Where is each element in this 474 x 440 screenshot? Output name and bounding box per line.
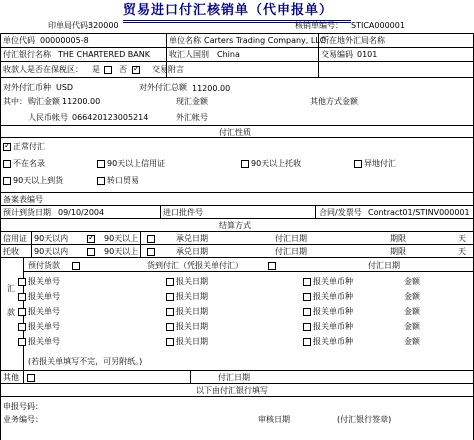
customs-no-label: 报关单号 xyxy=(28,307,60,316)
customs-date-label: 报关日期 xyxy=(176,337,208,346)
customs-currency-label: 报关单币种 xyxy=(313,292,353,301)
collection-term-label: 期限 xyxy=(390,247,406,256)
collection-accept-date-label: 承兑日期 xyxy=(176,247,208,256)
customs-no-checkbox[interactable] xyxy=(18,278,26,286)
verification-no-label: 核销单编号： xyxy=(295,21,343,30)
paying-bank-value: THE CHARTERED BANK xyxy=(58,50,150,59)
cod-pay-date-label: 付汇日期 xyxy=(368,261,400,270)
collection-label: 托收 xyxy=(3,247,19,256)
lc-accept-date-label: 承兑日期 xyxy=(176,234,208,243)
customs-no-label: 报关单号 xyxy=(28,322,60,331)
nature-collection-90-label: 90天以上托收 xyxy=(251,159,302,168)
customs-no-checkbox[interactable] xyxy=(18,323,26,331)
customs-currency-label: 报关单币种 xyxy=(313,322,353,331)
fx-account-label: 外汇帐号 xyxy=(176,113,208,122)
nature-lc-90-checkbox[interactable] xyxy=(97,160,105,168)
collection-over-90-label: 90天以上 xyxy=(104,247,139,256)
currency-label: 对外付汇币种 xyxy=(3,83,51,92)
customs-no-label: 报关单号 xyxy=(28,277,60,286)
spot-amount-label: 现汇金额 xyxy=(176,97,208,106)
contract-invoice-label: 合同/发票号 xyxy=(319,208,362,217)
lc-within-90-checkbox[interactable]: ✓ xyxy=(88,233,95,242)
reviewer-date-label: 审核日期 xyxy=(258,415,290,424)
customs-no-checkbox[interactable] xyxy=(18,293,26,301)
customs-amount-label: 金额 xyxy=(404,292,420,301)
customs-amount-label: 金额 xyxy=(404,277,420,286)
bonded-no-label: 否 xyxy=(119,65,127,74)
prepay-label: 预付货款 xyxy=(28,261,60,270)
customs-date-checkbox[interactable] xyxy=(166,293,174,301)
bonded-no-checkbox[interactable]: ✓ xyxy=(133,64,140,73)
collection-over-90-checkbox[interactable] xyxy=(147,248,155,256)
customs-no-label: 报关单号 xyxy=(28,337,60,346)
declaration-no-label: 申报号码： xyxy=(3,402,43,411)
purchase-amount-label: 购汇金额 xyxy=(28,97,60,106)
expected-arrival-value: 09/10/2004 xyxy=(58,208,105,217)
nature-entrepot-checkbox[interactable] xyxy=(97,177,105,185)
printed-bureau-label: 印单局代码： xyxy=(48,21,96,30)
unit-code-value: 00000005-8 xyxy=(40,36,89,45)
nature-arrival-90-label: 90天以上到货 xyxy=(13,176,64,185)
nature-offsite-checkbox[interactable] xyxy=(354,160,362,168)
filing-no-label: 备案表编号 xyxy=(3,195,43,204)
nature-not-listed-label: 不在名录 xyxy=(13,159,45,168)
customs-currency-label: 报关单币种 xyxy=(313,337,353,346)
lc-within-90-label: 90天以内 xyxy=(34,234,69,243)
business-no-label: 业务编号： xyxy=(3,415,43,424)
customs-no-label: 报关单号 xyxy=(28,292,60,301)
settlement-header: 结算方式 xyxy=(219,221,251,230)
currency-value: USD xyxy=(56,83,74,92)
customs-currency-checkbox[interactable] xyxy=(303,293,311,301)
receiver-country-value: China xyxy=(217,50,240,59)
paying-bank-label: 付汇银行名称 xyxy=(3,50,51,59)
customs-currency-checkbox[interactable] xyxy=(303,338,311,346)
customs-currency-checkbox[interactable] xyxy=(303,323,311,331)
other-amount-label: 其他方式金额 xyxy=(310,97,358,106)
rmb-account-label: 人民币帐号 xyxy=(28,113,68,122)
remit-char-1: 汇 xyxy=(7,284,15,293)
customs-currency-checkbox[interactable] xyxy=(303,308,311,316)
trade-code-value: 0101 xyxy=(357,50,378,59)
collection-within-90-checkbox[interactable] xyxy=(87,248,95,256)
lc-over-90-label: 90天以上 xyxy=(104,234,139,243)
lc-over-90-checkbox[interactable] xyxy=(147,235,155,243)
form-title: 贸易进口付汇核销单（代申报单） xyxy=(123,3,334,18)
lc-day-label: 天 xyxy=(458,234,466,243)
customs-date-label: 报关日期 xyxy=(176,307,208,316)
collection-day-label: 天 xyxy=(458,247,466,256)
nature-lc-90-label: 90天以上信用证 xyxy=(107,159,166,168)
prepay-checkbox[interactable] xyxy=(72,262,80,270)
nature-collection-90-checkbox[interactable] xyxy=(241,160,249,168)
cod-label: 货到付汇（凭报关单付汇） xyxy=(147,261,243,270)
verification-no-value: STICA000001 xyxy=(351,21,405,30)
other-pay-date-label: 付汇日期 xyxy=(218,373,250,382)
bonded-zone-label: 收款人是否在保税区： xyxy=(3,65,83,74)
customs-no-checkbox[interactable] xyxy=(18,308,26,316)
customs-amount-label: 金额 xyxy=(404,307,420,316)
collection-pay-date-label: 付汇日期 xyxy=(275,247,307,256)
nature-offsite-label: 异地付汇 xyxy=(364,159,396,168)
trade-note-label: 交易附言 xyxy=(152,65,184,74)
lc-term-label: 期限 xyxy=(390,234,406,243)
cod-checkbox[interactable] xyxy=(268,262,276,270)
customs-amount-label: 金额 xyxy=(404,337,420,346)
unit-code-label: 单位代码 xyxy=(3,36,35,45)
printed-bureau-value: 320000 xyxy=(88,21,119,30)
nature-normal-label: 正常付汇 xyxy=(13,142,45,151)
bank-section-header: 以下由付汇银行填写 xyxy=(196,386,268,395)
forex-office-label: 所在地外汇局名称 xyxy=(321,36,385,45)
other-method-checkbox[interactable] xyxy=(27,374,35,382)
payment-nature-header: 付汇性质 xyxy=(219,128,251,137)
import-permit-label: 进口批件号 xyxy=(163,208,203,217)
collection-within-90-label: 90天以内 xyxy=(34,247,69,256)
attachment-footnote: (若报关单填写不完，可另附纸。) xyxy=(28,357,143,366)
customs-date-checkbox[interactable] xyxy=(166,338,174,346)
customs-amount-label: 金额 xyxy=(404,322,420,331)
customs-currency-label: 报关单币种 xyxy=(313,277,353,286)
bonded-yes-label: 是 xyxy=(92,65,100,74)
customs-date-checkbox[interactable] xyxy=(166,278,174,286)
nature-arrival-90-checkbox[interactable] xyxy=(3,177,11,185)
rmb-account-value: 066420123005214 xyxy=(72,113,149,122)
trade-code-label: 交易编码 xyxy=(321,50,353,59)
nature-entrepot-label: 转口贸易 xyxy=(107,176,139,185)
lc-label: 信用证 xyxy=(3,234,27,243)
expected-arrival-label: 预计到货日期 xyxy=(3,208,51,217)
contract-invoice-value: Contract01/STINV000001 xyxy=(368,208,470,217)
total-amount-value: 11200.00 xyxy=(192,84,231,93)
remit-char-2: 款 xyxy=(7,308,15,317)
unit-name-label: 单位名称 xyxy=(169,36,201,45)
customs-date-label: 报关日期 xyxy=(176,277,208,286)
lc-pay-date-label: 付汇日期 xyxy=(275,234,307,243)
customs-currency-label: 报关单币种 xyxy=(313,307,353,316)
receiver-country-label: 收汇人国别 xyxy=(169,50,209,59)
purchase-amount-value: 11200.00 xyxy=(62,97,101,106)
customs-date-checkbox[interactable] xyxy=(166,323,174,331)
customs-date-label: 报关日期 xyxy=(176,322,208,331)
among-label: 其中： xyxy=(3,97,27,106)
customs-date-label: 报关日期 xyxy=(176,292,208,301)
bonded-yes-checkbox[interactable] xyxy=(104,66,112,74)
nature-normal-checkbox[interactable]: ✓ xyxy=(4,141,11,150)
other-method-label: 其他 xyxy=(3,373,19,382)
bank-stamp-label: (付汇银行签章) xyxy=(337,415,392,424)
customs-currency-checkbox[interactable] xyxy=(303,278,311,286)
customs-date-checkbox[interactable] xyxy=(166,308,174,316)
total-amount-label: 对外付汇总额 xyxy=(139,83,187,92)
customs-no-checkbox[interactable] xyxy=(18,338,26,346)
unit-name-value: Carters Trading Company, LLC xyxy=(204,36,326,45)
nature-not-listed-checkbox[interactable] xyxy=(3,160,11,168)
